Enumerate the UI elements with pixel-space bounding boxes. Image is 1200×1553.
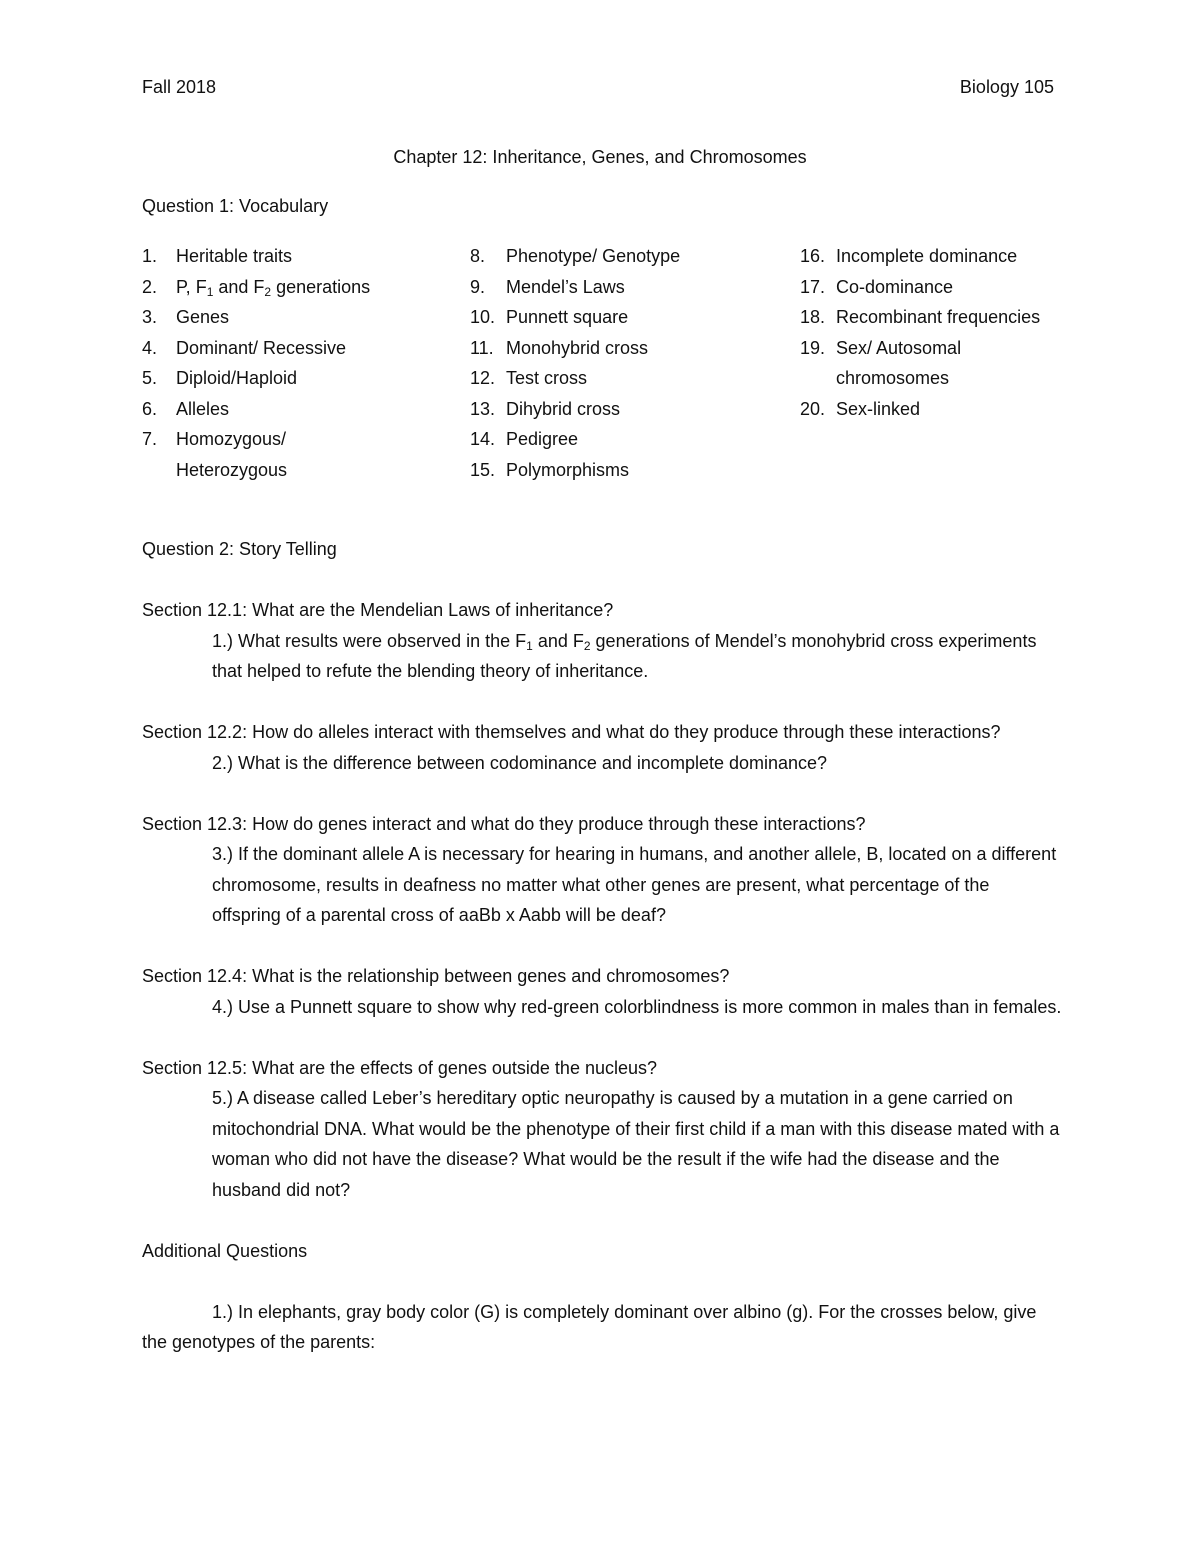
vocab-term: Dominant/ Recessive [176,337,347,358]
vocab-term: Genes [176,307,230,327]
vocab-item [800,241,1080,272]
question-2-4: 4.) Use a Punnett square to show why red-green colorblindness is more common in males than in females. [212,996,1062,1017]
question-text: and F [532,630,584,651]
vocab-term: Dihybrid cross [506,398,621,419]
vocab-term: Mendel’s Laws [506,276,625,297]
vocab-number: 4. [142,337,158,358]
vocab-item [470,363,770,394]
section-12-5-heading: Section 12.5: What are the effects of genes outside the nucleus? [142,1057,658,1078]
vocab-number: 18. [800,307,826,327]
vocab-number: 19. [800,337,826,358]
vocab-column-3 [800,241,1080,424]
header-term: Fall 2018 [142,77,217,97]
vocab-item [800,302,1080,333]
vocab-number: 9. [470,276,486,297]
vocab-number: 1. [142,246,158,266]
vocab-item [470,241,770,272]
vocab-column-1 [142,241,442,485]
vocab-term [176,272,442,303]
chapter-title: Chapter 12: Inheritance, Genes, and Chromosomes [393,147,807,167]
question-text: 1.) What results were observed in the F [212,630,527,651]
vocab-number: 2. [142,276,158,297]
vocab-number: 5. [142,368,158,388]
vocab-term: Alleles [176,398,230,419]
vocab-term: Monohybrid cross [506,337,649,358]
question1-heading: Question 1: Vocabulary [142,196,329,216]
vocab-number: 16. [800,246,826,266]
question-2-2: 2.) What is the difference between codominance and incomplete dominance? [212,752,828,773]
vocab-number: 8. [470,246,486,266]
vocab-term-part: and F [213,276,265,297]
vocab-item [142,333,442,364]
subscript: 2 [264,284,272,299]
vocab-term: Sex-linked [836,398,921,419]
vocab-item [470,424,770,455]
question-2-3: 3.) If the dominant allele A is necessary for hearing in humans, and another allele, B, located on a different chromosome, results in deafness no matter what other genes are present, what percentage of the offspring of a parental cross of aaBb x Aabb will be deaf? [212,844,1057,925]
vocab-number: 14. [470,429,496,449]
vocab-term-part: P, F [176,276,207,297]
vocab-item [470,333,770,364]
vocab-number: 17. [800,276,826,297]
vocab-number: 15. [470,459,496,480]
vocab-item [142,272,442,303]
section-12-2-heading: Section 12.2: How do alleles interact with themselves and what do they produce through these interactions? [142,722,1001,742]
subscript: 1 [206,284,214,299]
vocab-term: Heritable traits [176,246,293,266]
vocab-term: Phenotype/ Genotype [506,246,681,266]
vocab-column-2 [470,241,770,485]
vocab-item [800,272,1080,303]
vocab-item [470,394,770,425]
vocab-number: 11. [470,337,494,358]
header-course: Biology 105 [959,77,1054,97]
vocab-term: Sex/ Autosomal chromosomes [836,337,962,388]
vocab-term: Test cross [506,368,588,388]
vocab-item [470,272,770,303]
question2-heading: Question 2: Story Telling [142,539,337,559]
vocab-term: Incomplete dominance [836,246,1018,266]
vocab-number: 12. [470,368,496,388]
vocab-term: Co-dominance [836,276,954,297]
vocab-item [470,302,770,333]
vocab-number: 6. [142,398,158,419]
subscript: 1 [526,638,533,653]
question-text: generations of Mendel’s monohybrid cross experiments that helped to refute the blending theory of inheritance. [212,630,1037,681]
vocab-term-part: generations [271,276,371,297]
question-2-5: 5.) A disease called Leber’s hereditary optic neuropathy is caused by a mutation in a gene carried on mitochondrial DNA. What would be the phenotype of their first child if a man with this disease mated with a woman who did not have the disease? What would be the result if the wife had the disease and the husband did not? [212,1088,1060,1200]
vocab-number: 7. [142,429,158,449]
additional-question-1: 1.) In elephants, gray body color (G) is completely dominant over albino (g). For the crosses below, give the genotypes of the parents: [142,1301,1037,1352]
vocab-item [470,455,770,486]
vocab-term: Punnett square [506,307,629,327]
vocab-item [142,394,442,425]
vocab-number: 3. [142,307,158,327]
vocab-term: Recombinant frequencies [836,307,1041,327]
vocab-item [800,394,1080,425]
vocab-term: Homozygous/ Heterozygous [176,429,288,480]
vocab-item [800,333,1080,394]
additional-questions-heading: Additional Questions [142,1240,308,1261]
vocab-term: Pedigree [506,429,579,449]
section-12-4-heading: Section 12.4: What is the relationship between genes and chromosomes? [142,966,730,986]
vocab-term: Diploid/Haploid [176,368,298,388]
vocab-item [142,363,442,394]
vocab-term: Polymorphisms [506,459,630,480]
vocab-number: 20. [800,398,826,419]
vocab-item [142,302,442,333]
vocab-item [142,241,442,272]
vocab-item [142,424,442,485]
vocab-number: 13. [470,398,496,419]
vocab-number: 10. [470,307,496,327]
question2-block [142,534,1062,1358]
section-12-3-heading: Section 12.3: How do genes interact and what do they produce through these interactions? [142,813,866,834]
subscript: 2 [583,638,591,653]
question-2-1 [142,626,1062,687]
section-12-1-heading: Section 12.1: What are the Mendelian Laws of inheritance? [142,600,614,620]
